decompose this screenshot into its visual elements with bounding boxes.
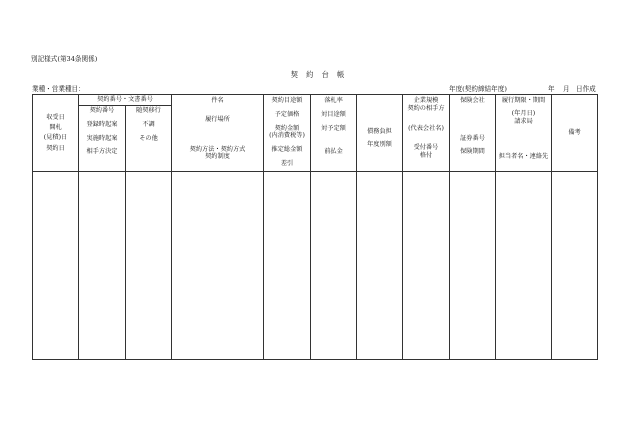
year-label: 年 — [548, 85, 555, 93]
industry-label: 業種・営業種目： — [32, 85, 85, 93]
body-cell[interactable] — [552, 172, 598, 360]
col-contract-amount: 契約目途額 予定価格 契約金額 (内消費税等) 推定総金額 差引 — [264, 95, 311, 172]
fiscal-year-label: 年度(契約締結年度) — [449, 85, 507, 93]
ledger-body-row — [33, 172, 598, 360]
col-private-contract: 随契移行 不調 その他 — [126, 106, 172, 172]
body-cell[interactable] — [126, 172, 172, 360]
body-cell[interactable] — [311, 172, 357, 360]
col-remarks: 備考 — [552, 95, 598, 172]
body-cell[interactable] — [496, 172, 552, 360]
created-date-label: 日作成 — [576, 85, 596, 93]
col-debt-burden: 債務負担 年度別額 — [357, 95, 403, 172]
body-cell[interactable] — [33, 172, 79, 360]
col-contract-number-group: 契約番号・文書番号 — [79, 95, 172, 106]
col-contract-number: 契約番号 登録時起案 実施時起案 相手方決定 — [79, 106, 126, 172]
body-cell[interactable] — [403, 172, 450, 360]
body-cell[interactable] — [357, 172, 403, 360]
col-receipt-dates: 収受日 開札 (見積)日 契約日 — [33, 95, 79, 172]
header-row-1 — [33, 95, 598, 106]
body-cell[interactable] — [79, 172, 126, 360]
body-cell[interactable] — [264, 172, 311, 360]
month-label: 月 — [563, 85, 570, 93]
page-title: 契 約 台 帳 — [290, 70, 348, 79]
col-insurance: 保険会社 証券番号 保険期間 — [450, 95, 496, 172]
col-performance-period: 履行期限・期間 (年月日) 請求局 担当者名・連絡先 — [496, 95, 552, 172]
ledger-table — [32, 94, 598, 360]
col-counterparty: 企業規模 契約の相手方 (代表会社名) 受付番号 格付 — [403, 95, 450, 172]
body-cell[interactable] — [172, 172, 264, 360]
col-award-rate: 落札率 対目途額 対予定額 前払金 — [311, 95, 357, 172]
body-cell[interactable] — [450, 172, 496, 360]
col-subject: 件名 履行場所 契約方法・契約方式 契約制度 — [172, 95, 264, 172]
form-label: 別記様式(第34条関係) — [31, 55, 98, 63]
